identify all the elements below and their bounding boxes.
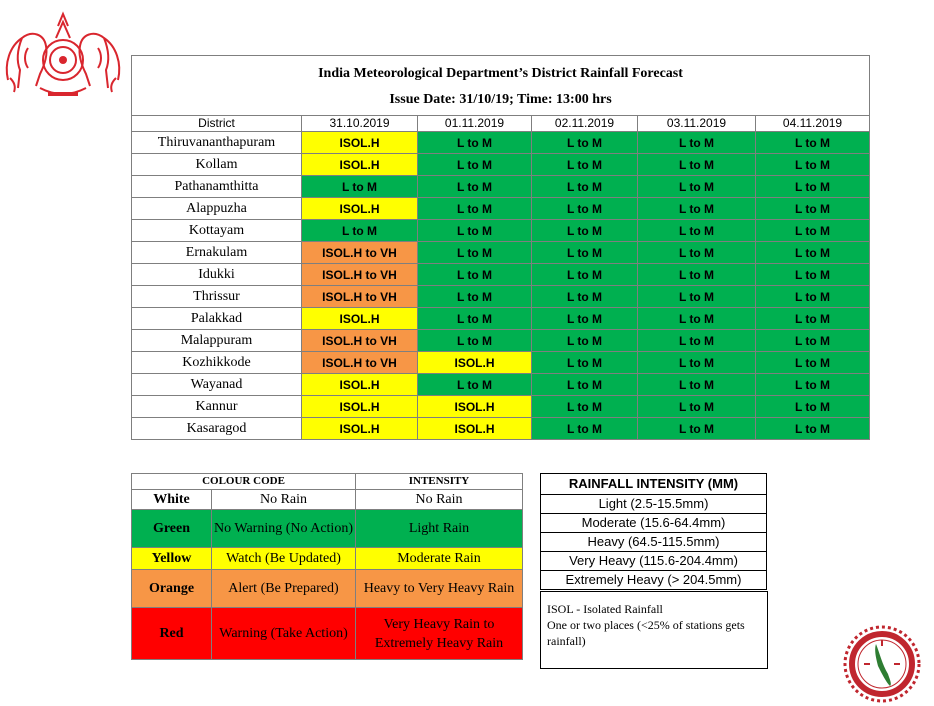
legend-row — [132, 490, 523, 510]
district-row — [132, 330, 870, 352]
forecast-cell: L to M — [638, 242, 756, 264]
forecast-cell: L to M — [638, 154, 756, 176]
district-row — [132, 242, 870, 264]
date-header: 01.11.2019 — [418, 116, 532, 132]
forecast-cell: L to M — [532, 176, 638, 198]
colour-code-header: COLOUR CODE — [132, 474, 356, 490]
forecast-cell: L to M — [418, 154, 532, 176]
forecast-cell: ISOL.H to VH — [302, 286, 418, 308]
forecast-cell: L to M — [638, 352, 756, 374]
legend-row — [132, 548, 523, 570]
forecast-cell: L to M — [638, 330, 756, 352]
legend-colour-name: Orange — [132, 570, 212, 608]
forecast-cell: L to M — [756, 154, 870, 176]
forecast-cell: L to M — [756, 264, 870, 286]
legend-row — [132, 608, 523, 660]
district-row — [132, 220, 870, 242]
forecast-cell: ISOL.H to VH — [302, 264, 418, 286]
legend-row — [132, 570, 523, 608]
district-name: Kozhikkode — [132, 352, 302, 374]
forecast-cell: L to M — [532, 132, 638, 154]
legend-meaning: Warning (Take Action) — [212, 608, 356, 660]
forecast-cell: L to M — [532, 396, 638, 418]
district-row — [132, 286, 870, 308]
forecast-cell: L to M — [418, 264, 532, 286]
isol-description: One or two places (<25% of stations gets rainfall) — [547, 618, 745, 648]
rainfall-intensity-table — [540, 473, 767, 590]
forecast-cell: L to M — [638, 374, 756, 396]
date-header: 04.11.2019 — [756, 116, 870, 132]
kerala-emblem-logo — [0, 8, 126, 108]
district-name: Ernakulam — [132, 242, 302, 264]
title-row — [132, 56, 870, 116]
forecast-cell: L to M — [302, 220, 418, 242]
forecast-cell: L to M — [532, 418, 638, 440]
forecast-cell: L to M — [638, 396, 756, 418]
district-name: Kollam — [132, 154, 302, 176]
forecast-cell: L to M — [638, 220, 756, 242]
intensity-item: Heavy (64.5-115.5mm) — [541, 533, 767, 552]
district-name: Pathanamthitta — [132, 176, 302, 198]
district-row — [132, 352, 870, 374]
forecast-cell: L to M — [418, 220, 532, 242]
intensity-header: INTENSITY — [356, 474, 523, 490]
forecast-cell: L to M — [756, 352, 870, 374]
forecast-cell: L to M — [756, 176, 870, 198]
legend-row — [132, 510, 523, 548]
legend-intensity: Very Heavy Rain to Extremely Heavy Rain — [356, 608, 523, 660]
district-forecast-table — [131, 55, 870, 440]
forecast-cell: L to M — [418, 242, 532, 264]
forecast-cell: ISOL.H — [302, 198, 418, 220]
forecast-cell: L to M — [756, 286, 870, 308]
forecast-cell: ISOL.H to VH — [302, 242, 418, 264]
forecast-cell: L to M — [418, 374, 532, 396]
forecast-cell: L to M — [638, 264, 756, 286]
legend-colour-name: Yellow — [132, 548, 212, 570]
intensity-item: Light (2.5-15.5mm) — [541, 495, 767, 514]
forecast-cell: L to M — [302, 176, 418, 198]
district-name: Kasaragod — [132, 418, 302, 440]
forecast-cell: ISOL.H — [302, 154, 418, 176]
forecast-cell: L to M — [532, 352, 638, 374]
legend-meaning: Alert (Be Prepared) — [212, 570, 356, 608]
isol-note-box — [540, 591, 768, 669]
date-header: 03.11.2019 — [638, 116, 756, 132]
intensity-item: Very Heavy (115.6-204.4mm) — [541, 552, 767, 571]
legend-intensity: Light Rain — [356, 510, 523, 548]
district-row — [132, 132, 870, 154]
colour-code-legend — [131, 473, 523, 660]
forecast-cell: ISOL.H — [418, 418, 532, 440]
forecast-cell: L to M — [418, 132, 532, 154]
district-name: Thrissur — [132, 286, 302, 308]
forecast-cell: ISOL.H to VH — [302, 352, 418, 374]
forecast-cell: L to M — [532, 308, 638, 330]
district-row — [132, 418, 870, 440]
forecast-cell: L to M — [532, 286, 638, 308]
forecast-cell: L to M — [756, 330, 870, 352]
legend-meaning: No Warning (No Action) — [212, 510, 356, 548]
forecast-cell: ISOL.H — [302, 132, 418, 154]
forecast-cell: L to M — [638, 198, 756, 220]
intensity-heading: RAINFALL INTENSITY (MM) — [541, 474, 767, 495]
district-row — [132, 396, 870, 418]
forecast-cell: L to M — [638, 176, 756, 198]
forecast-cell: L to M — [418, 176, 532, 198]
title-cell — [132, 56, 870, 116]
district-name: Palakkad — [132, 308, 302, 330]
legend-colour-name: Green — [132, 510, 212, 548]
district-name: Alappuzha — [132, 198, 302, 220]
forecast-cell: ISOL.H — [302, 308, 418, 330]
district-name: Kannur — [132, 396, 302, 418]
forecast-cell: ISOL.H — [418, 396, 532, 418]
district-name: Idukki — [132, 264, 302, 286]
issue-date: Issue Date: 31/10/19; Time: 13:00 hrs — [389, 91, 612, 107]
forecast-cell: ISOL.H to VH — [302, 330, 418, 352]
legend-meaning: No Rain — [212, 490, 356, 510]
district-row — [132, 264, 870, 286]
forecast-cell: ISOL.H — [302, 374, 418, 396]
forecast-cell: L to M — [638, 132, 756, 154]
legend-meaning: Watch (Be Updated) — [212, 548, 356, 570]
forecast-cell: L to M — [756, 220, 870, 242]
forecast-cell: L to M — [418, 330, 532, 352]
intensity-item: Extremely Heavy (> 204.5mm) — [541, 571, 767, 590]
forecast-cell: L to M — [756, 308, 870, 330]
forecast-cell: L to M — [532, 330, 638, 352]
forecast-cell: L to M — [532, 264, 638, 286]
forecast-cell: ISOL.H — [302, 396, 418, 418]
district-name: Thiruvananthapuram — [132, 132, 302, 154]
forecast-cell: ISOL.H — [418, 352, 532, 374]
forecast-cell: L to M — [418, 308, 532, 330]
forecast-cell: L to M — [756, 132, 870, 154]
forecast-cell: ISOL.H — [302, 418, 418, 440]
forecast-cell: L to M — [756, 418, 870, 440]
district-name: Wayanad — [132, 374, 302, 396]
district-name: Kottayam — [132, 220, 302, 242]
legend-intensity: Moderate Rain — [356, 548, 523, 570]
ksdma-logo — [842, 624, 922, 704]
legend-header-row — [132, 474, 523, 490]
forecast-cell: L to M — [532, 154, 638, 176]
forecast-cell: L to M — [638, 308, 756, 330]
legend-intensity: Heavy to Very Heavy Rain — [356, 570, 523, 608]
forecast-cell: L to M — [532, 220, 638, 242]
forecast-cell: L to M — [638, 286, 756, 308]
forecast-cell: L to M — [418, 286, 532, 308]
forecast-cell: L to M — [756, 374, 870, 396]
forecast-cell: L to M — [756, 242, 870, 264]
legend-intensity: No Rain — [356, 490, 523, 510]
intensity-item: Moderate (15.6-64.4mm) — [541, 514, 767, 533]
date-header: 31.10.2019 — [302, 116, 418, 132]
district-row — [132, 176, 870, 198]
isol-definition: ISOL - Isolated Rainfall — [547, 602, 663, 616]
district-row — [132, 154, 870, 176]
district-row — [132, 198, 870, 220]
district-name: Malappuram — [132, 330, 302, 352]
header-row — [132, 116, 870, 132]
legend-colour-name: Red — [132, 608, 212, 660]
date-header: 02.11.2019 — [532, 116, 638, 132]
legend-colour-name: White — [132, 490, 212, 510]
forecast-cell: L to M — [418, 198, 532, 220]
forecast-cell: L to M — [532, 242, 638, 264]
forecast-cell: L to M — [756, 396, 870, 418]
forecast-cell: L to M — [638, 418, 756, 440]
district-row — [132, 374, 870, 396]
forecast-cell: L to M — [756, 198, 870, 220]
district-row — [132, 308, 870, 330]
forecast-cell: L to M — [532, 198, 638, 220]
forecast-cell: L to M — [532, 374, 638, 396]
forecast-title: India Meteorological Department’s District Rainfall Forecast — [318, 65, 683, 81]
district-header: District — [132, 116, 302, 132]
